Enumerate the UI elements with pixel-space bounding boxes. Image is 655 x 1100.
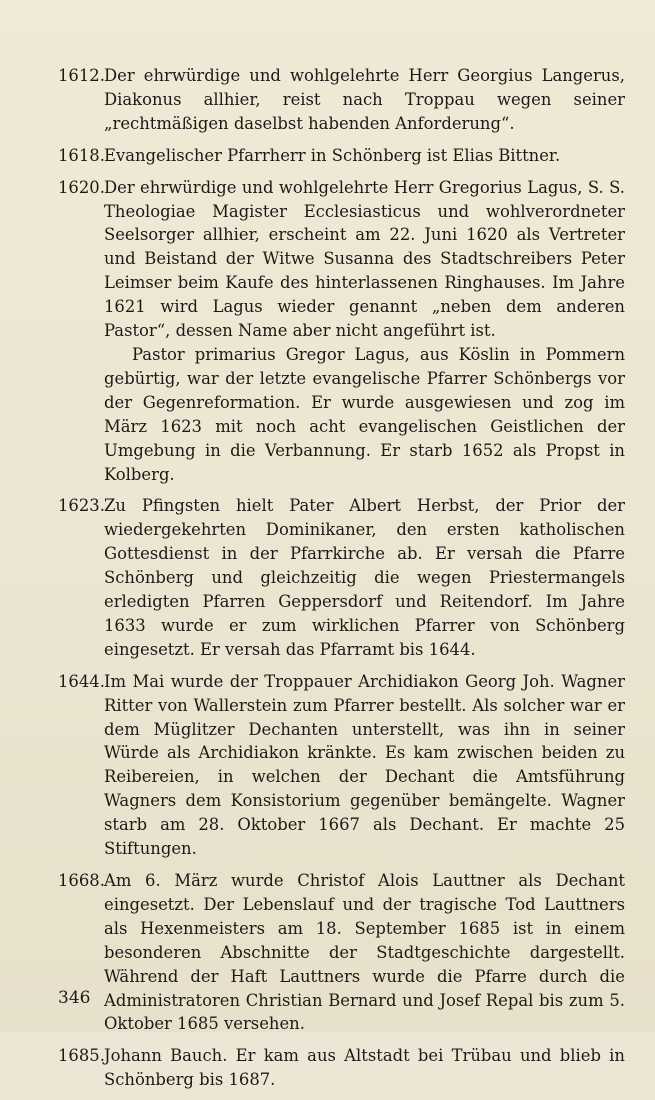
entry-paragraph: Johann Bauch. Er kam aus Altstadt bei Trübau und blieb in Schönberg bis 1687. (104, 1046, 625, 1090)
entry-year: 1620. (58, 177, 105, 197)
entry-year: 1685. (58, 1046, 105, 1066)
entry-1618 (58, 144, 625, 168)
entry-paragraph: Im Mai wurde der Troppauer Archidiakon Georg Joh. Wagner Ritter von Wallerstein zum Pfarrer bestellt. Als solcher war er dem Müglitzer Dechanten unterstellt, was ihn in seiner Würde als Archidiakon kränkte. Es kam zwischen beiden zu Reibereien, in welchen der Dechant die Amtsführung Wagners dem Konsistorium gegenüber bemängelte. Wagner starb am 28. Oktober 1667 als Dechant. Er machte 25 Stiftungen. (104, 671, 625, 859)
entry-paragraph: Am 6. März wurde Christof Alois Lauttner als Dechant eingesetzt. Der Lebenslauf und der tragische Tod Lauttners als Hexenmeisters am 18. September 1685 ist in einem besonderen Abschnitte der Stadtgeschichte dargestellt. Während der Haft Lauttners wurde die Pfarre durch die Administratoren Christian Bernard und Josef Repal bis zum 5. Oktober 1685 versehen. (104, 871, 625, 1034)
entry-1623 (58, 494, 625, 661)
entry-1668 (58, 869, 625, 1036)
entry-1685 (58, 1044, 625, 1092)
entry-year: 1623. (58, 496, 105, 516)
entry-paragraph: Pastor primarius Gregor Lagus, aus Köslin in Pommern gebürtig, war der letzte evangelische Pfarrer Schönbergs vor der Gegenreformation. Er wurde ausgewiesen und zog im März 1623 mit noch acht evangelischen Geistlichen der Umgebung in die Verbannung. Er starb 1652 als Propst in Kolberg. (104, 344, 625, 484)
entry-paragraph: Der ehrwürdige und wohlgelehrte Herr Gregorius Lagus, S. S. Theologiae Magister Ecclesiasticus und wohlverordneter Seelsorger allhier, erscheint am 22. Juni 1620 als Vertreter und Beistand der Witwe Susanna des Stadtschreibers Peter Leimser beim Kaufe des hinterlassenen Ringhauses. Im Jahre 1621 wird Lagus wieder genannt „neben dem anderen Pastor“, dessen Name aber nicht angeführt ist. (104, 177, 625, 341)
entry-year: 1618. (58, 145, 105, 165)
entry-1612 (58, 64, 625, 136)
entry-paragraph: Zu Pfingsten hielt Pater Albert Herbst, der Prior der wiedergekehrten Dominikaner, den ersten katholischen Gottesdienst in der Pfarrkirche ab. Er versah die Pfarre Schönberg und gleichzeitig die wegen Priestermangels erledigten Pfarren Geppersdorf und Reitendorf. Im Jahre 1633 wurde er zum wirklichen Pfarrer von Schönberg eingesetzt. Er versah das Pfarramt bis 1644. (104, 496, 625, 659)
chronicle-text (58, 64, 625, 1100)
entry-year: 1644. (58, 671, 105, 691)
entry-year: 1612. (58, 66, 105, 85)
entry-1644 (58, 670, 625, 861)
entry-year: 1668. (58, 871, 105, 890)
page-number: 346 (58, 988, 91, 1008)
entry-paragraph: Evangelischer Pfarrherr in Schönberg ist Elias Bittner. (104, 145, 561, 165)
entry-1620 (58, 176, 625, 487)
entry-paragraph: Der ehrwürdige und wohlgelehrte Herr Georgius Langerus, Diakonus allhier, reist nach Troppau wegen seiner „rechtmäßigen daselbst habenden Anforderung“. (104, 66, 625, 133)
